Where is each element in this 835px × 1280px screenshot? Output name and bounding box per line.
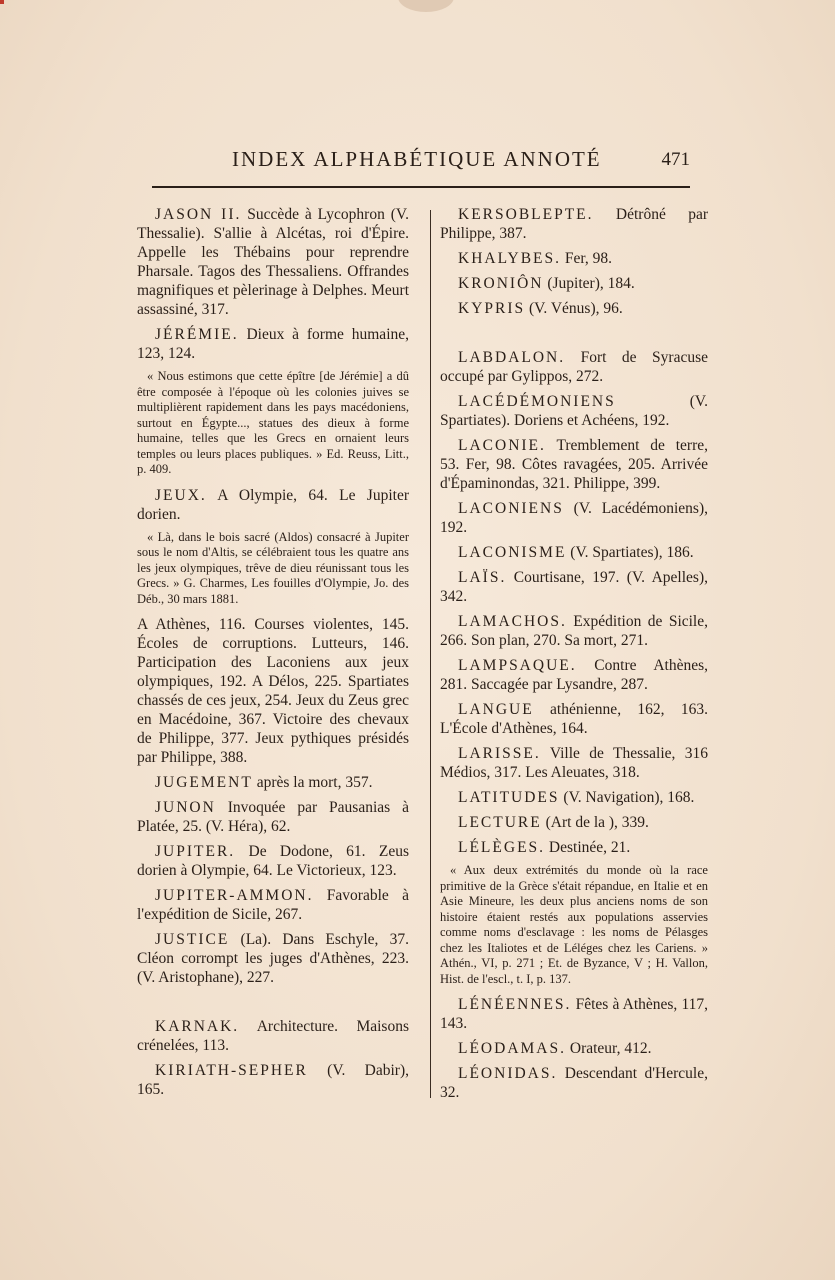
entry-text: (Jupiter), 184. [543,275,635,292]
entry-text: Fêtes à Athènes, 117, 143. [440,996,708,1032]
index-entry [137,1061,409,1099]
entry-text: (V. Navigation), 168. [559,789,695,806]
entry-headword: LABDALON. [458,349,566,366]
entry-text: Invoquée par Pausanias à Platée, 25. (V. Héra), 62. [137,799,409,835]
index-entry [440,656,708,694]
entry-headword: KERSOBLEPTE. [458,206,594,223]
entry-text: Fer, 98. [561,250,613,267]
entry-headword: LATITUDES [458,789,560,806]
paper-stain [398,0,454,12]
entry-text: Tremblement de terre, 53. Fer, 98. Côtes ravagées, 205. Arrivée d'Épaminondas, 321. Philippe, 399. [440,437,708,492]
entry-text: Contre Athènes, 281. Saccagée par Lysandre, 287. [440,657,708,693]
entry-headword: LÉLÈGES. [458,839,546,856]
entry-headword: JUNON [155,799,216,816]
entry-text: Destinée, 21. [545,839,631,856]
corner-mark [0,0,4,4]
entry-headword: LACONIENS [458,500,564,517]
index-entry [440,612,708,650]
index-entry [440,813,708,832]
right-column [440,205,708,1108]
entry-text: De Dodone, 61. Zeus dorien à Olympie, 64. Le Victorieux, 123. [137,843,409,879]
index-entry [137,1017,409,1055]
entry-headword: LAÏS. [458,569,507,586]
entry-text: athénienne, 162, 163. L'École d'Athènes, 164. [440,701,708,737]
entry-text: (V. Spartiates). Doriens et Achéens, 192. [440,393,708,429]
entry-headword: JEUX. [155,486,207,504]
index-entry [440,838,708,857]
entry-headword: LANGUE [458,701,534,718]
index-entry [137,773,409,792]
entry-headword: KYPRIS [458,300,526,317]
index-entry [440,1039,708,1058]
entry-text: A Olympie, 64. Le Jupiter dorien. [137,486,409,523]
entry-headword: LACONISME [458,544,567,561]
entry-text: (La). Dans Eschyle, 37. Cléon corrompt les juges d'Athènes, 223. (V. Aristophane), 227. [137,931,409,986]
index-entry [440,744,708,782]
entry-headword: JUPITER. [155,843,236,860]
entry-text: Courtisane, 197. (V. Apelles), 342. [440,569,708,605]
index-entry [440,249,708,268]
entry-text: (V. Vénus), 96. [525,300,623,317]
entry-headword: LECTURE [458,814,542,831]
entry-text: Succède à Lycophron (V. Thessalie). S'allie à Alcétas, roi d'Épire. Appelle les Thébains pour reprendre Pharsale. Tagos des Thessaliens. Offrandes magnifiques et pèlerinage à Delphes. Meurt assassiné, 317. [137,206,410,318]
index-entry [440,499,708,537]
running-title: INDEX ALPHABÉTIQUE ANNOTÉ [232,147,602,171]
index-entry [440,436,708,493]
index-entry [440,1064,708,1102]
entry-text: Expédition de Sicile, 266. Son plan, 270. Sa mort, 271. [440,613,708,649]
entry-text: Dieux à forme humaine, 123, 124. [137,326,409,362]
index-entry [137,798,409,836]
entry-headword: KIRIATH-SEPHER [155,1062,308,1079]
entry-headword: JUGEMENT [155,774,253,791]
index-entry [440,543,708,562]
entry-text: Orateur, 412. [566,1040,652,1057]
index-entry-continuation [137,615,409,767]
entry-text: Ville de Thessalie, 316 Médios, 317. Les Aleuates, 318. [440,745,708,781]
entry-text: (V. Lacédémoniens), 192. [440,500,708,536]
index-entry [440,700,708,738]
entry-text: (Art de la ), 339. [541,814,649,831]
index-entry [440,348,708,386]
column-divider [430,210,431,1098]
entry-headword: LAMPSAQUE. [458,657,577,674]
entry-text: A Athènes, 116. Courses violentes, 145. Écoles de corruptions. Lutteurs, 146. Participation des Laconiens aux jeux olympiques, 192. A Délos, 225. Spartiates chassés de ces jeux, 254. Jeux du Zeus grec en Macédoine, 367. Victoire des chevaux de Philippe, 377. Jeux pythiques présidés par Philippe, 388. [137,616,409,766]
entry-headword: LÉNÉENNES. [458,996,572,1013]
entry-text: après la mort, 357. [252,774,373,791]
entry-headword: LAMACHOS. [458,613,567,630]
entry-text: Descendant d'Hercule, 32. [440,1065,708,1101]
header-rule [152,186,690,188]
entry-headword: LÉONIDAS. [458,1065,558,1082]
entry-headword: JUSTICE [155,931,230,948]
index-entry [440,299,708,318]
index-entry [137,886,409,924]
index-quotation: « Aux deux extrémités du monde où la race primitive de la Grèce s'était répandue, en Italie et en Asie Mineure, les deux plus anciens noms de son histoire étaient restés aux populations asservies comme noms d'esclavage : les noms de Pélasges chez les Italiotes et de Léléges chez les Cariens. » Athén., VI, p. 271 ; Et. de Byzance, V ; H. Vallon, Hist. de l'escl., t. I, p. 137. [440,863,708,986]
entry-headword: JASON II. [155,206,242,223]
index-entry [440,205,708,243]
entry-headword: KRONIÔN [458,275,544,292]
index-entry [440,568,708,606]
entry-headword: LACONIE. [458,437,546,454]
index-entry [137,205,409,319]
left-column [137,205,409,1105]
entry-text: Architecture. Maisons crénelées, 113. [137,1018,409,1054]
index-entry [440,788,708,807]
index-entry [440,392,708,430]
entry-headword: LÉODAMAS. [458,1040,566,1057]
entry-text: (V. Spartiates), 186. [566,544,694,561]
entry-headword: LARISSE. [458,745,541,762]
entry-headword: KHALYBES. [458,250,561,267]
index-quotation: « Là, dans le bois sacré (Aldos) consacré à Jupiter sous le nom d'Altis, se célébraient tous les quatre ans les jeux olympiques, trêve de dieu réunissant tous les Grecs. » G. Charmes, Les fouilles d'Olympie, Jo. des Déb., 30 mars 1881. [137,529,409,606]
section-gap [137,993,409,1017]
index-entry [137,930,409,987]
entry-text: (V. Dabir), 165. [137,1062,409,1098]
entry-text: Favorable à l'expédition de Sicile, 267. [137,887,409,923]
entry-headword: JUPITER-AMMON. [155,887,314,904]
index-entry [137,486,409,524]
entry-headword: KARNAK. [155,1018,240,1035]
entry-headword: LACÉDÉMONIENS [458,393,616,410]
index-entry [440,995,708,1033]
index-quotation: « Nous estimons que cette épître [de Jérémie] a dû être composée à l'époque où les colonies juives se multiplièrent rapidement dans les pays macédoniens, surtout en Égypte..., statues des dieux à forme humaine, telles que les Grecs en ornaient leurs temples ou leurs places publiques. » Ed. Reuss, Litt., p. 409. [137,369,409,476]
section-gap [440,324,708,348]
entry-text: Détrôné par Philippe, 387. [440,206,708,242]
page-number: 471 [661,149,690,170]
entry-headword: JÉRÉMIE. [155,326,239,343]
index-entry [137,842,409,880]
page-header [152,147,690,181]
index-entry [137,325,409,363]
entry-text: Fort de Syracuse occupé par Gylippos, 272. [440,349,708,385]
index-entry [440,274,708,293]
